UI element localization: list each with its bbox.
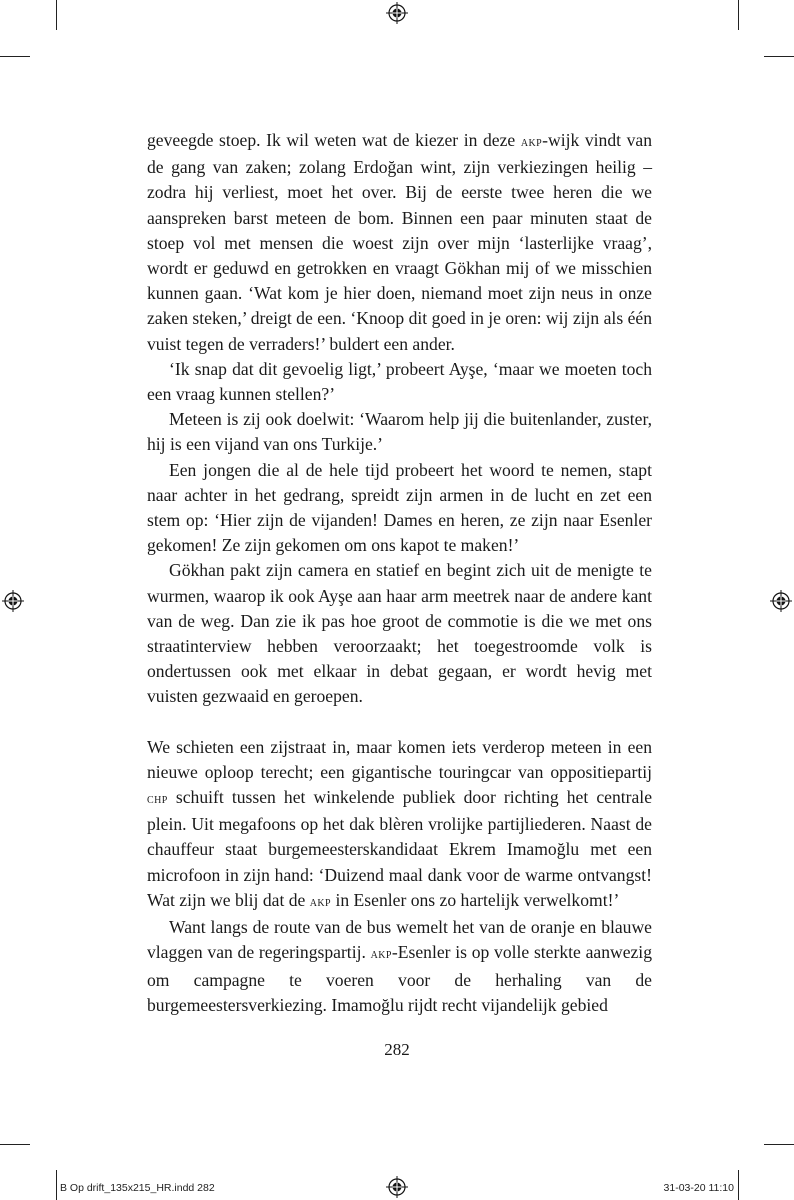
crop-mark <box>0 56 30 57</box>
paragraph <box>147 357 652 407</box>
paragraph <box>147 407 652 457</box>
text-run: Meteen is zij ook doelwit: ‘Waarom help jij die buitenlander, zuster, hij is een vijand van ons Turkije.’ <box>147 409 652 455</box>
crop-mark <box>56 1170 57 1200</box>
paragraph <box>147 735 652 915</box>
party-acronym: chp <box>147 791 168 808</box>
crop-mark <box>0 1144 30 1145</box>
text-run: in Esenler ons zo hartelijk verwelkomt!’ <box>331 889 620 910</box>
page-number: 282 <box>384 1040 410 1059</box>
text-run: -wijk vindt van de gang van zaken; zolang Erdoğan wint, zijn verkiezingen heilig – zodra hij verliest, moet het over. Bij de eerste twee heren die we aanspreken barst meteen de bom. Binnen een paar minuten staat de stoep vol met mensen die woest zijn over mijn ‘lasterlijke vraag’, wordt er geduwd en getrokken en vraagt Gökhan mij of we misschien kunnen gaan. ‘Wat kom je hier doen, niemand moet zijn neus in onze zaken steken,’ dreigt de een. ‘Knoop dit goed in je oren: wij zijn als één vuist tegen de verraders!’ buldert een ander. <box>147 130 652 354</box>
crop-mark <box>738 1170 739 1200</box>
slug-file-info: B Op drift_135x215_HR.indd 282 <box>60 1182 215 1194</box>
body-text <box>147 128 652 1018</box>
text-run: Want langs de route van de bus wemelt het van de oranje en blauwe vlaggen van de regeringspartij. <box>147 917 652 963</box>
paragraph <box>147 558 652 709</box>
paragraph <box>147 128 652 357</box>
text-run: Een jongen die al de hele tijd probeert het woord te nemen, stapt naar achter in het gedrang, spreidt zijn armen in de lucht en zet een stem op: ‘Hier zijn de vijanden! Dames en heren, ze zijn naar Esenler gekomen! Ze zijn gekomen om ons kapot te maken!’ <box>147 459 652 556</box>
crop-mark <box>738 0 739 30</box>
text-run: ‘Ik snap dat dit gevoelig ligt,’ probeert Ayşe, ‘maar we moeten toch een vraag kunnen stellen?’ <box>147 358 652 405</box>
registration-mark-icon <box>770 590 792 612</box>
registration-mark-icon <box>2 590 24 612</box>
crop-mark <box>764 1144 794 1145</box>
text-run: We schieten een zijstraat in, maar komen iets verderop meteen in een nieuwe oploop terecht; een gigantische touringcar van oppositiepartij <box>147 736 652 782</box>
paragraph <box>147 458 652 559</box>
text-run: geveegde stoep. Ik wil weten wat de kiezer in deze <box>147 130 521 150</box>
party-acronym: akp <box>520 134 543 150</box>
party-acronym: akp <box>309 893 332 910</box>
crop-mark <box>764 56 794 57</box>
registration-mark-icon <box>386 2 408 24</box>
registration-mark-icon <box>386 1176 408 1198</box>
crop-mark <box>56 0 57 30</box>
slug-datetime: 31-03-20 11:10 <box>663 1182 734 1194</box>
text-run: Gökhan pakt zijn camera en statief en begint zich uit de menigte te wurmen, waarop ik ook Ayşe aan haar arm meetrek naar de andere kant van de weg. Dan zie ik pas hoe groot de commotie is die we met ons straatinterview hebben veroorzaakt; het toegestroomde volk is ondertussen ook met elkaar in debat gegaan, er wordt hevig met vuisten gezwaaid en geroepen. <box>147 560 652 707</box>
party-acronym: akp <box>370 946 392 963</box>
paragraph <box>147 915 652 1018</box>
text-run: schuift tussen het winkelende publiek door richting het centrale plein. Uit megafoons op het dak blèren vrolijke partijliederen. Naast de chauffeur staat burgemeesterskandidaat Ekrem Imamoğlu met een microfoon in zijn hand: ‘Duizend maal dank voor de warme ontvangst! Wat zijn we blij dat de <box>147 787 652 910</box>
text-run: -Esenler is op volle sterkte aanwezig om campagne te voeren voor de herhaling van de burgemeestersverkiezing. Imamoğlu rijdt recht vijandelijk gebied <box>147 942 652 1015</box>
